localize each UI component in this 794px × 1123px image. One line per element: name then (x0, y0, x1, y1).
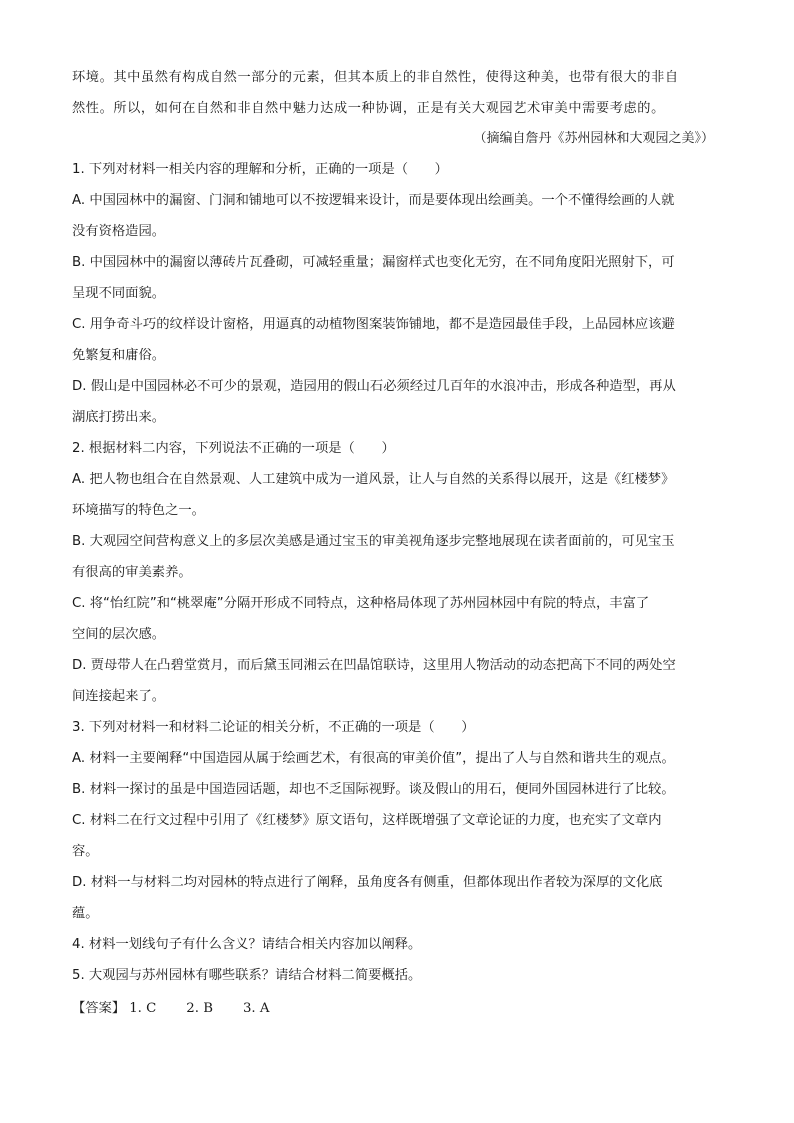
question-5-stem: 5. 大观园与苏州园林有哪些联系？请结合材料二简要概括。 (72, 968, 422, 983)
answer-tag: 【答案】 (72, 1001, 126, 1016)
option-d-line-1: D. 贾母带人在凸碧堂赏月，而后黛玉同湘云在凹晶馆联诗，这里用人物活动的动态把高下不同的两处空 (72, 658, 676, 673)
question-stem: 2. 根据材料二内容，下列说法不正确的一项是（ ） (72, 441, 395, 456)
question-1 (72, 154, 722, 433)
option-a-line-1: A. 把人物也组合在自然景观、人工建筑中成为一道风景，让人与自然的关系得以展开，这是《红楼梦》 (72, 472, 675, 487)
answer-item: 3. A (242, 1001, 270, 1016)
option-c-line-1: C. 用争奇斗巧的纹样设计窗格，用逼真的动植物图案装饰铺地，都不是造园最佳手段，上品园林应该避 (72, 317, 675, 332)
option-c-line-2: 空间的层次感。 (72, 627, 166, 642)
option-b-line-2: 呈现不同面貌。 (72, 286, 166, 301)
option-d-line-2: 间连接起来了。 (72, 689, 166, 704)
option-d-line-1: D. 材料一与材料二均对园林的特点进行了阐释，虽角度各有侧重，但都体现出作者较为深厚的文化底 (72, 875, 663, 890)
document-page (72, 62, 722, 1024)
answer-item: 1. C (129, 1001, 157, 1016)
option-a-line-1: A. 材料一主要阐释“中国造园从属于绘画艺术，有很高的审美价值”，提出了人与自然和谐共生的观点。 (72, 751, 675, 766)
intro-line-1: 环境。其中虽然有构成自然一部分的元素，但其本质上的非自然性，使得这种美，也带有很大的非自 (72, 70, 679, 85)
option-a-line-2: 没有资格造园。 (72, 224, 166, 239)
option-a-line-2: 环境描写的特色之一。 (72, 503, 205, 518)
option-c-line-2: 免繁复和庸俗。 (72, 348, 166, 363)
option-d-line-2: 蕴。 (72, 906, 99, 921)
option-b-line-1: B. 大观园空间营构意义上的多层次美感是通过宝玉的审美视角逐步完整地展现在读者面前的，可见宝玉 (72, 534, 675, 549)
option-b-line-2: 有很高的审美素养。 (72, 565, 192, 580)
option-b-line-1: B. 材料一探讨的虽是中国造园话题，却也不乏国际视野。谈及假山的用石，便同外国园林进行了比较。 (72, 782, 675, 797)
answer-item: 2. B (186, 1001, 213, 1016)
answer-line (72, 993, 722, 1024)
question-2 (72, 433, 722, 712)
question-3 (72, 712, 722, 929)
option-d-line-1: D. 假山是中国园林必不可少的景观，造园用的假山石必须经过几百年的水浪冲击，形成各种造型，再从 (72, 379, 676, 394)
option-d-line-2: 湖底打捞出来。 (72, 410, 166, 425)
question-stem: 1. 下列对材料一相关内容的理解和分析，正确的一项是（ ） (72, 162, 448, 177)
option-c-line-1: C. 将“怡红院”和“桃翠庵”分隔开形成不同特点，这种格局体现了苏州园林园中有院的特点，丰富了 (72, 596, 650, 611)
option-b-line-1: B. 中国园林中的漏窗以薄砖片瓦叠砌，可减轻重量；漏窗样式也变化无穷，在不同角度阳光照射下，可 (72, 255, 675, 270)
question-4-stem: 4. 材料一划线句子有什么含义？请结合相关内容加以阐释。 (72, 937, 422, 952)
option-a-line-1: A. 中国园林中的漏窗、门洞和铺地可以不按逻辑来设计，而是要体现出绘画美。一个不懂得绘画的人就 (72, 193, 675, 208)
option-c-line-1: C. 材料二在行文过程中引用了《红楼梦》原文语句，这样既增强了文章论证的力度，也充实了文章内 (72, 813, 662, 828)
option-c-line-2: 容。 (72, 844, 99, 859)
question-stem: 3. 下列对材料一和材料二论证的相关分析，不正确的一项是（ ） (72, 720, 475, 735)
intro-line-2: 然性。所以，如何在自然和非自然中魅力达成一种协调，正是有关大观园艺术审美中需要考虑的。 (72, 101, 665, 116)
source-citation: （摘编自詹丹《苏州园林和大观园之美》） (473, 131, 714, 146)
